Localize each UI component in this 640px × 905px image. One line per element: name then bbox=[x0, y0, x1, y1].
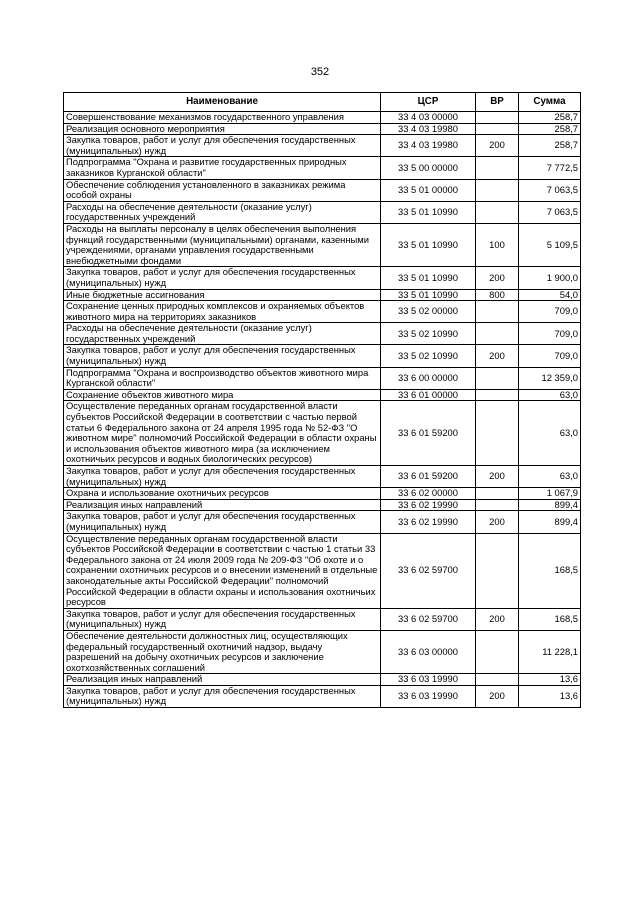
cell-sum: 5 109,5 bbox=[519, 223, 581, 266]
cell-vr bbox=[476, 367, 519, 389]
header-csr: ЦСР bbox=[381, 93, 476, 112]
cell-sum: 63,0 bbox=[519, 401, 581, 466]
budget-table bbox=[63, 92, 581, 708]
cell-sum: 63,0 bbox=[519, 389, 581, 401]
header-vr: ВР bbox=[476, 93, 519, 112]
cell-csr: 33 6 01 59200 bbox=[381, 466, 476, 488]
cell-vr bbox=[476, 401, 519, 466]
table-row bbox=[64, 123, 581, 135]
cell-name: Сохранение объектов животного мира bbox=[64, 389, 381, 401]
cell-vr: 200 bbox=[476, 685, 519, 707]
table-row bbox=[64, 201, 581, 223]
cell-csr: 33 6 02 19990 bbox=[381, 511, 476, 533]
cell-vr: 200 bbox=[476, 466, 519, 488]
cell-sum: 258,7 bbox=[519, 123, 581, 135]
cell-name: Осуществление переданных органам государственной власти субъектов Российской Федерации в соответствии с частью 1 статьи 33 Федерального закона от 24 июля 2009 года № 209-ФЗ "Об охоте и о сохранении охотничьих ресурсов и о внесении изменений в отдельные законодательные акты Российской Федерации" полномочий Российской Федерации в области охраны и использования охотничьих ресурсов bbox=[64, 533, 381, 608]
cell-csr: 33 4 03 00000 bbox=[381, 112, 476, 124]
cell-sum: 709,0 bbox=[519, 323, 581, 345]
cell-sum: 709,0 bbox=[519, 345, 581, 367]
cell-name: Закупка товаров, работ и услуг для обеспечения государственных (муниципальных) нужд bbox=[64, 608, 381, 630]
cell-name: Расходы на обеспечение деятельности (оказание услуг) государственных учреждений bbox=[64, 323, 381, 345]
cell-csr: 33 6 02 19990 bbox=[381, 499, 476, 511]
cell-sum: 1 067,9 bbox=[519, 488, 581, 500]
cell-csr: 33 6 03 00000 bbox=[381, 630, 476, 673]
cell-sum: 7 772,5 bbox=[519, 157, 581, 179]
table-body bbox=[64, 112, 581, 708]
cell-name: Закупка товаров, работ и услуг для обеспечения государственных (муниципальных) нужд bbox=[64, 511, 381, 533]
cell-vr bbox=[476, 157, 519, 179]
table-row bbox=[64, 135, 581, 157]
cell-sum: 1 900,0 bbox=[519, 267, 581, 289]
cell-sum: 12 359,0 bbox=[519, 367, 581, 389]
cell-name: Обеспечение соблюдения установленного в заказниках режима особой охраны bbox=[64, 179, 381, 201]
table-row bbox=[64, 323, 581, 345]
cell-vr: 200 bbox=[476, 267, 519, 289]
cell-vr: 200 bbox=[476, 608, 519, 630]
cell-name: Закупка товаров, работ и услуг для обеспечения государственных (муниципальных) нужд bbox=[64, 135, 381, 157]
cell-sum: 13,6 bbox=[519, 674, 581, 686]
cell-csr: 33 5 02 00000 bbox=[381, 301, 476, 323]
cell-csr: 33 4 03 19980 bbox=[381, 135, 476, 157]
cell-csr: 33 6 02 59700 bbox=[381, 533, 476, 608]
table-row bbox=[64, 223, 581, 266]
cell-csr: 33 6 01 00000 bbox=[381, 389, 476, 401]
cell-sum: 54,0 bbox=[519, 289, 581, 301]
cell-name: Обеспечение деятельности должностных лиц, осуществляющих федеральный государственный охотничий надзор, выдачу разрешений на добычу охотничьих ресурсов и заключение охотхозяйственных соглашений bbox=[64, 630, 381, 673]
cell-csr: 33 6 03 19990 bbox=[381, 685, 476, 707]
cell-vr bbox=[476, 389, 519, 401]
cell-csr: 33 5 00 00000 bbox=[381, 157, 476, 179]
cell-name: Закупка товаров, работ и услуг для обеспечения государственных (муниципальных) нужд bbox=[64, 267, 381, 289]
cell-csr: 33 4 03 19980 bbox=[381, 123, 476, 135]
table-row bbox=[64, 630, 581, 673]
cell-vr bbox=[476, 533, 519, 608]
cell-name: Расходы на обеспечение деятельности (оказание услуг) государственных учреждений bbox=[64, 201, 381, 223]
cell-vr bbox=[476, 112, 519, 124]
cell-name: Подпрограмма "Охрана и воспроизводство объектов животного мира Курганской области" bbox=[64, 367, 381, 389]
cell-csr: 33 5 01 10990 bbox=[381, 223, 476, 266]
cell-name: Подпрограмма "Охрана и развитие государственных природных заказников Курганской области" bbox=[64, 157, 381, 179]
table-row bbox=[64, 533, 581, 608]
cell-csr: 33 6 02 00000 bbox=[381, 488, 476, 500]
cell-csr: 33 5 01 10990 bbox=[381, 267, 476, 289]
cell-sum: 899,4 bbox=[519, 499, 581, 511]
cell-csr: 33 5 02 10990 bbox=[381, 323, 476, 345]
cell-vr bbox=[476, 674, 519, 686]
cell-sum: 13,6 bbox=[519, 685, 581, 707]
cell-sum: 709,0 bbox=[519, 301, 581, 323]
cell-name: Закупка товаров, работ и услуг для обеспечения государственных (муниципальных) нужд bbox=[64, 345, 381, 367]
cell-name: Расходы на выплаты персоналу в целях обеспечения выполнения функций государственными (муниципальными) органами, казенными учреждениями, органами управления государственными внебюджетными фондами bbox=[64, 223, 381, 266]
cell-csr: 33 5 01 10990 bbox=[381, 201, 476, 223]
cell-csr: 33 5 02 10990 bbox=[381, 345, 476, 367]
cell-name: Совершенствование механизмов государственного управления bbox=[64, 112, 381, 124]
table-row bbox=[64, 674, 581, 686]
cell-name: Реализация иных направлений bbox=[64, 499, 381, 511]
cell-vr: 100 bbox=[476, 223, 519, 266]
table-header-row bbox=[64, 93, 581, 112]
table-row bbox=[64, 179, 581, 201]
cell-vr bbox=[476, 179, 519, 201]
cell-vr bbox=[476, 488, 519, 500]
cell-vr: 200 bbox=[476, 135, 519, 157]
table-row bbox=[64, 685, 581, 707]
table-row bbox=[64, 267, 581, 289]
cell-name: Охрана и использование охотничьих ресурсов bbox=[64, 488, 381, 500]
cell-sum: 11 228,1 bbox=[519, 630, 581, 673]
cell-csr: 33 6 02 59700 bbox=[381, 608, 476, 630]
cell-sum: 63,0 bbox=[519, 466, 581, 488]
cell-sum: 168,5 bbox=[519, 608, 581, 630]
cell-vr bbox=[476, 499, 519, 511]
cell-sum: 258,7 bbox=[519, 112, 581, 124]
table-row bbox=[64, 289, 581, 301]
cell-vr bbox=[476, 123, 519, 135]
table-row bbox=[64, 301, 581, 323]
cell-name: Реализация основного мероприятия bbox=[64, 123, 381, 135]
cell-sum: 899,4 bbox=[519, 511, 581, 533]
cell-vr bbox=[476, 201, 519, 223]
cell-vr: 200 bbox=[476, 345, 519, 367]
cell-sum: 7 063,5 bbox=[519, 201, 581, 223]
cell-csr: 33 6 03 19990 bbox=[381, 674, 476, 686]
table-row bbox=[64, 608, 581, 630]
header-sum: Сумма bbox=[519, 93, 581, 112]
cell-sum: 7 063,5 bbox=[519, 179, 581, 201]
table-row bbox=[64, 466, 581, 488]
table-row bbox=[64, 389, 581, 401]
cell-vr bbox=[476, 630, 519, 673]
cell-vr: 800 bbox=[476, 289, 519, 301]
cell-sum: 168,5 bbox=[519, 533, 581, 608]
table-row bbox=[64, 488, 581, 500]
table-row bbox=[64, 511, 581, 533]
cell-name: Сохранение ценных природных комплексов и охраняемых объектов животного мира на территориях заказников bbox=[64, 301, 381, 323]
cell-name: Иные бюджетные ассигнования bbox=[64, 289, 381, 301]
cell-csr: 33 6 01 59200 bbox=[381, 401, 476, 466]
cell-csr: 33 5 01 00000 bbox=[381, 179, 476, 201]
cell-name: Реализация иных направлений bbox=[64, 674, 381, 686]
page-number: 352 bbox=[310, 66, 330, 78]
cell-vr bbox=[476, 301, 519, 323]
cell-csr: 33 6 00 00000 bbox=[381, 367, 476, 389]
table-row bbox=[64, 401, 581, 466]
table-row bbox=[64, 112, 581, 124]
cell-vr: 200 bbox=[476, 511, 519, 533]
cell-name: Осуществление переданных органам государственной власти субъектов Российской Федерации в соответствии с частью первой статьи 6 Федерального закона от 24 апреля 1995 года № 52-ФЗ "О животном мире" полномочий Российской Федерации в области охраны и использования объектов животного мира (за исключением охотничьих ресурсов и водных биологических ресурсов) bbox=[64, 401, 381, 466]
cell-name: Закупка товаров, работ и услуг для обеспечения государственных (муниципальных) нужд bbox=[64, 466, 381, 488]
header-name: Наименование bbox=[64, 93, 381, 112]
table-row bbox=[64, 345, 581, 367]
cell-sum: 258,7 bbox=[519, 135, 581, 157]
cell-csr: 33 5 01 10990 bbox=[381, 289, 476, 301]
table-row bbox=[64, 499, 581, 511]
table-row bbox=[64, 157, 581, 179]
cell-vr bbox=[476, 323, 519, 345]
cell-name: Закупка товаров, работ и услуг для обеспечения государственных (муниципальных) нужд bbox=[64, 685, 381, 707]
table-row bbox=[64, 367, 581, 389]
